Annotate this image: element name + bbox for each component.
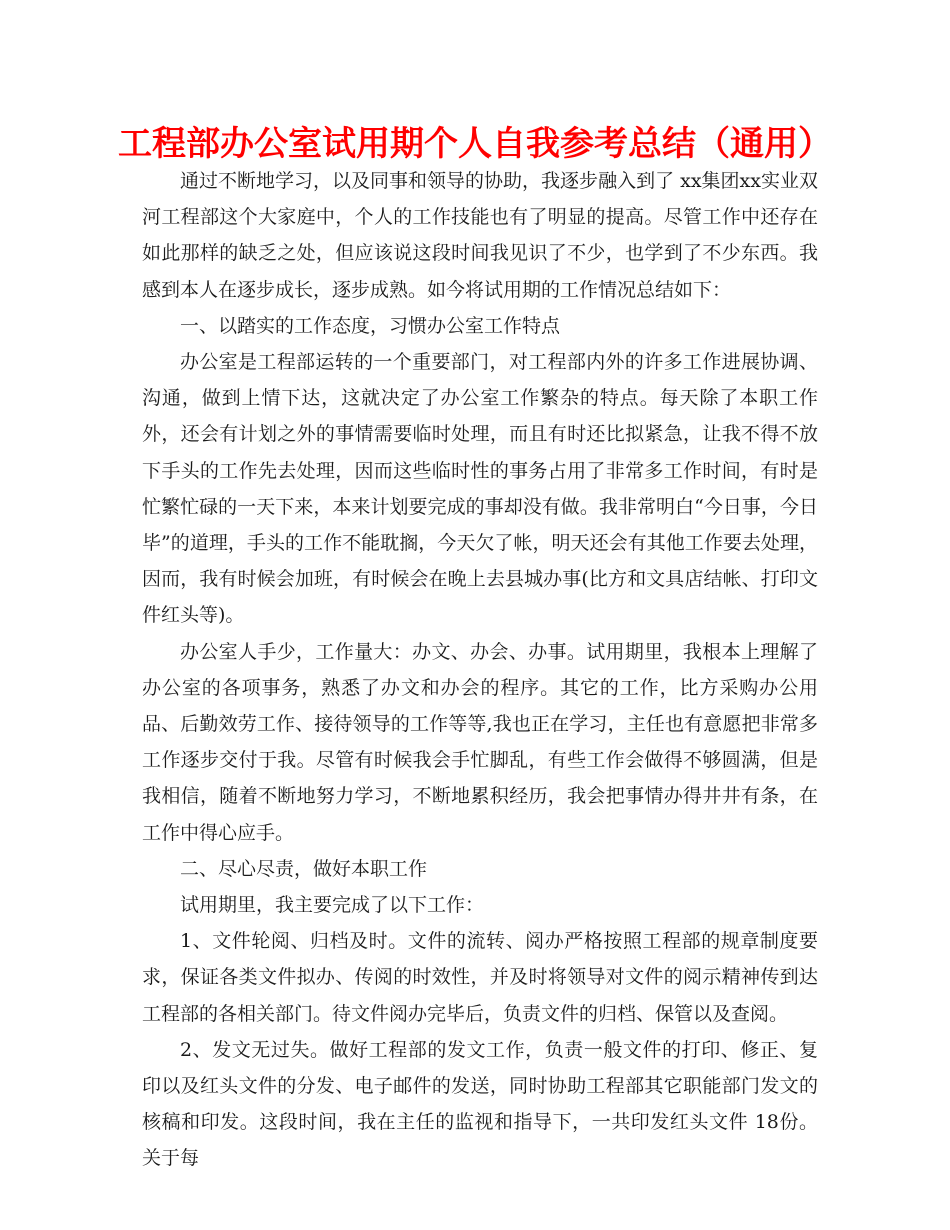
section-heading-1: 一、以踏实的工作态度，习惯办公室工作特点 bbox=[180, 314, 561, 337]
document-body bbox=[142, 163, 818, 1177]
section-heading-2: 二、尽心尽责，做好本职工作 bbox=[180, 857, 428, 880]
paragraph-office-role: 办公室是工程部运转的一个重要部门，对工程部内外的许多工作进展协调、沟通，做到上情下达，这就决定了办公室工作繁杂的特点。每天除了本职工作外，还会有计划之外的事情需要临时处理，而且有时还比拟紧急，让我不得不放下手头的工作先去处理，因而这些临时性的事务占用了非常多工作时间，有时是忙繁忙碌的一天下来，本来计划要完成的事却没有做。我非常明白“今日事，今日毕”的道理，手头的工作不能耽搁，今天欠了帐，明天还会有其他工作要去处理，因而，我有时候会加班，有时候会在晚上去县城办事(比方和文具店结帐、打印文件红头等)。 bbox=[142, 351, 818, 627]
paragraph-intro: 通过不断地学习，以及同事和领导的协助，我逐步融入到了 xx集团xx实业双河工程部这个大家庭中，个人的工作技能也有了明显的提高。尽管工作中还存在如此那样的缺乏之处，但应该说这段时间我见识了不少，也学到了不少东西。我感到本人在逐步成长，逐步成熟。如今将试用期的工作情况总结如下： bbox=[142, 170, 818, 301]
paragraph-office-workload: 办公室人手少，工作量大：办文、办会、办事。试用期里，我根本上理解了办公室的各项事务，熟悉了办文和办会的程序。其它的工作，比方采购办公用品、后勤效劳工作、接待领导的工作等等,我也正在学习，主任也有意愿把非常多工作逐步交付于我。尽管有时候我会手忙脚乱，有些工作会做得不够圆满，但是我相信，随着不断地努力学习，不断地累积经历，我会把事情办得井井有条，在工作中得心应手。 bbox=[142, 640, 818, 844]
list-item-2: 2、发文无过失。做好工程部的发文工作，负责一般文件的打印、修正、复印以及红头文件的分发、电子邮件的发送，同时协助工程部其它职能部门发文的核稿和印发。这段时间，我在主任的监视和指导下，一共印发红头文件 18份。关于每 bbox=[142, 1038, 818, 1170]
list-item-1: 1、文件轮阅、归档及时。文件的流转、阅办严格按照工程部的规章制度要求，保证各类文件拟办、传阅的时效性，并及时将领导对文件的阅示精神传到达工程部的各相关部门。待文件阅办完毕后，负责文件的归档、保管以及查阅。 bbox=[142, 930, 818, 1025]
document-title: 工程部办公室试用期个人自我参考总结（通用） bbox=[118, 124, 832, 164]
paragraph-work-intro: 试用期里，我主要完成了以下工作： bbox=[180, 894, 485, 917]
